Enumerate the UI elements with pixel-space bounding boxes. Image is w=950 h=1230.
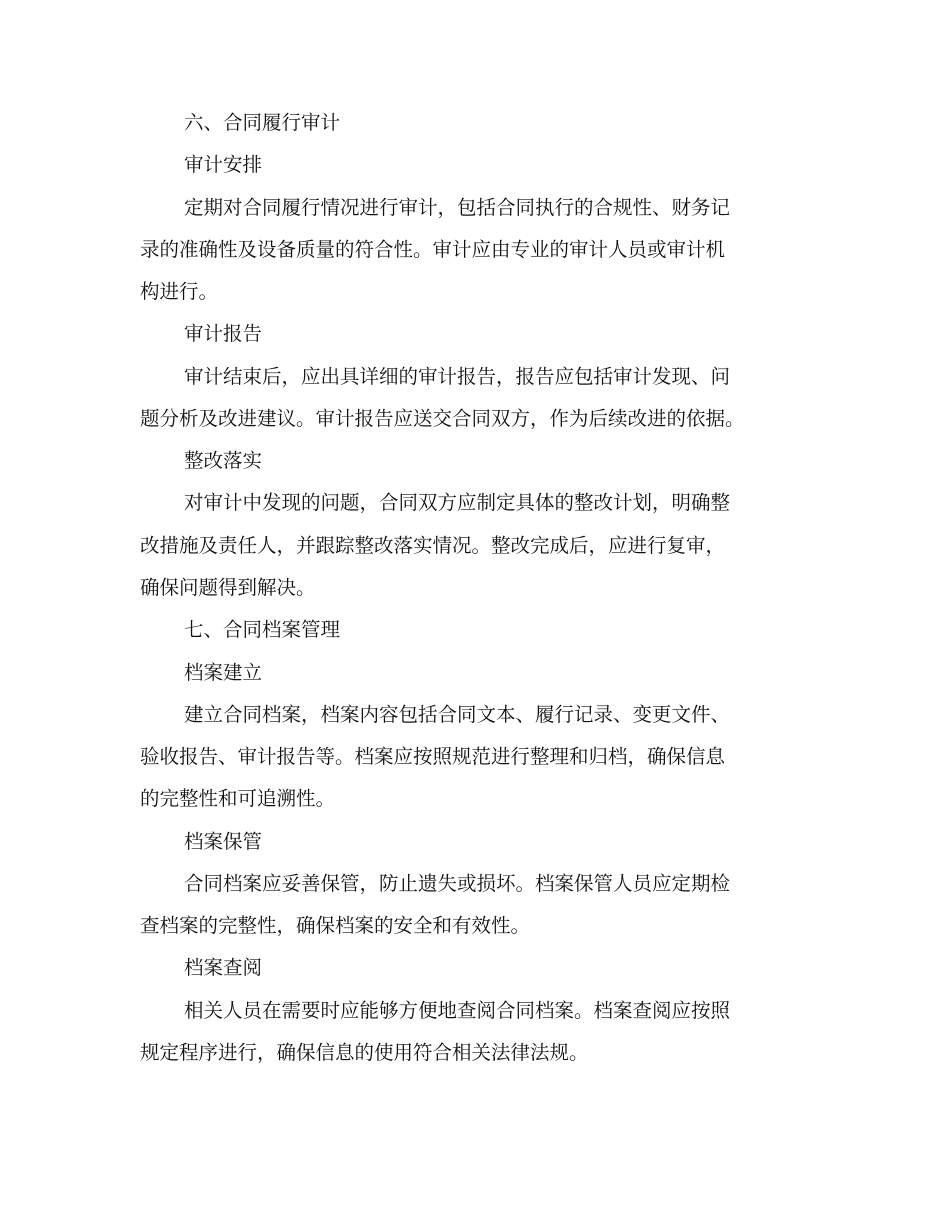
subsection-title: 档案保管 — [184, 830, 263, 853]
paragraph-line: 验收报告、审计报告等。档案应按照规范进行整理和归档，确保信息 — [140, 745, 726, 768]
paragraph-line: 对审计中发现的问题，合同双方应制定具体的整改计划，明确整 — [184, 491, 731, 514]
paragraph-line: 题分析及改进建议。审计报告应送交合同双方，作为后续改进的依据。 — [140, 407, 745, 430]
paragraph-line: 查档案的完整性，确保档案的安全和有效性。 — [140, 914, 531, 937]
paragraph-line: 相关人员在需要时应能够方便地查阅合同档案。档案查阅应按照 — [184, 999, 731, 1022]
subsection-title: 审计安排 — [184, 153, 263, 176]
subsection-title: 档案建立 — [184, 661, 263, 684]
subsection-title: 审计报告 — [184, 322, 263, 345]
section-heading: 六、合同履行审计 — [184, 111, 341, 134]
paragraph-line: 定期对合同履行情况进行审计，包括合同执行的合规性、财务记 — [184, 196, 731, 219]
paragraph-line: 审计结束后，应出具详细的审计报告，报告应包括审计发现、问 — [184, 365, 731, 388]
section-heading: 七、合同档案管理 — [184, 618, 341, 641]
paragraph-line: 建立合同档案，档案内容包括合同文本、履行记录、变更文件、 — [184, 703, 731, 726]
paragraph-line: 的完整性和可追溯性。 — [140, 787, 336, 810]
paragraph-line: 合同档案应妥善保管，防止遗失或损坏。档案保管人员应定期检 — [184, 872, 731, 895]
paragraph-line: 确保问题得到解决。 — [140, 576, 316, 599]
subsection-title: 档案查阅 — [184, 956, 263, 979]
subsection-title: 整改落实 — [184, 449, 263, 472]
paragraph-line: 录的准确性及设备质量的符合性。审计应由专业的审计人员或审计机 — [140, 238, 726, 261]
paragraph-line: 改措施及责任人，并跟踪整改落实情况。整改完成后，应进行复审， — [140, 534, 726, 557]
paragraph-line: 规定程序进行，确保信息的使用符合相关法律法规。 — [140, 1041, 589, 1064]
paragraph-line: 构进行。 — [140, 280, 219, 303]
